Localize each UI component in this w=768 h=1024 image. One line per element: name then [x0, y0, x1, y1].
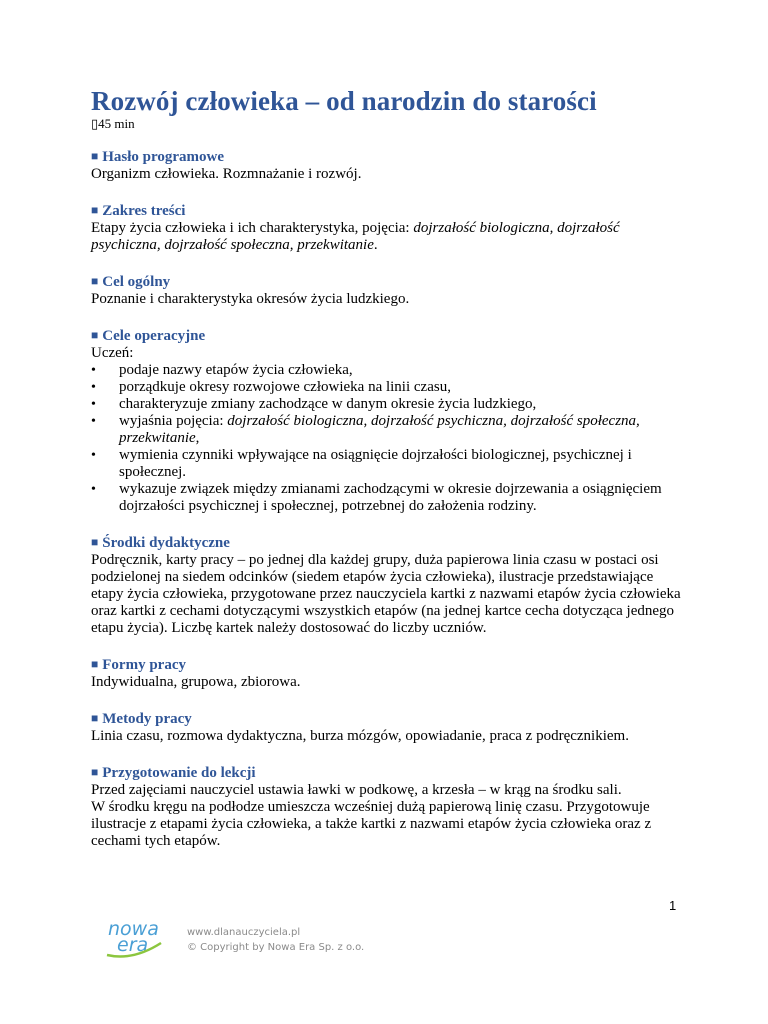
document-page [91, 84, 681, 850]
section-cele [91, 327, 681, 515]
list-item: • podaje nazwy etapów życia człowieka, [91, 362, 353, 378]
section-heading: ■ Cel ogólny [91, 274, 171, 290]
objectives-list [91, 362, 681, 515]
section-heading: ■ Cele operacyjne [91, 328, 206, 344]
bullet-icon: • [91, 380, 96, 395]
footer-copyright: © Copyright by Nowa Era Sp. z o.o. [187, 942, 365, 953]
bullet-icon: • [91, 363, 96, 378]
bullet-icon: • [91, 414, 96, 429]
section-srodki [91, 534, 681, 637]
section-text: Organizm człowieka. Rozmnażanie i rozwój. [91, 166, 362, 182]
square-bullet-icon: ■ [91, 328, 99, 342]
duration-text: 45 min [98, 116, 135, 131]
section-przygotowanie [91, 764, 681, 850]
section-heading: ■ Metody pracy [91, 711, 192, 727]
bullet-icon: • [91, 397, 96, 412]
section-heading: ■ Przygotowanie do lekcji [91, 765, 256, 781]
square-bullet-icon: ■ [91, 149, 99, 163]
section-intro: Uczeń: [91, 345, 134, 361]
list-item: • wymienia czynniki wpływające na osiągnięcie dojrzałości biologicznej, psychicznej i społecznej. [91, 447, 632, 480]
section-text: Poznanie i charakterystyka okresów życia ludzkiego. [91, 291, 410, 307]
section-text: Indywidualna, grupowa, zbiorowa. [91, 674, 301, 690]
bullet-icon: • [91, 482, 96, 497]
section-text-line2: W środku kręgu na podłodze umieszcza wcześniej dużą papierową linię czasu. Przygotowuje ilustracje z etapami życia człowieka, a także kartki z nazwami etapów życia człowieka oraz z cechami tych etapów. [91, 799, 652, 849]
page-number: 1 [669, 898, 677, 913]
section-heading: ■ Formy pracy [91, 657, 186, 673]
square-bullet-icon: ■ [91, 203, 99, 217]
section-haslo [91, 148, 681, 183]
section-formy [91, 656, 681, 691]
lesson-duration [91, 117, 681, 131]
section-heading: ■ Środki dydaktyczne [91, 535, 230, 551]
section-metody [91, 710, 681, 745]
list-item: • wykazuje związek między zmianami zachodzącymi w okresie dojrzewania a osiągnięciem dojrzałości psychicznej i społecznej, potrzebnej do założenia rodziny. [91, 481, 662, 514]
nowa-era-logo [103, 917, 173, 961]
section-text: Linia czasu, rozmowa dydaktyczna, burza mózgów, opowiadanie, praca z podręcznikiem. [91, 728, 629, 744]
section-text: Podręcznik, karty pracy – po jednej dla każdej grupy, duża papierowa linia czasu w postaci osi podzielonej na siedem odcinków (siedem etapów życia człowieka), ilustracje przedstawiające etapy życia człowieka, przygotowane przez nauczyciela kartki z nazwami etapów życia człowieka oraz kartki z cechami dotyczącymi wszystkich etapów (na jednej kartce cecha dotycząca jednego etapu życia). Liczbę kartek należy dostosować do liczby uczniów. [91, 552, 681, 636]
logo-text-era: era [117, 934, 149, 956]
section-heading: ■ Hasło programowe [91, 149, 225, 165]
list-item: • wyjaśnia pojęcia: dojrzałość biologiczna, dojrzałość psychiczna, dojrzałość społeczna, przekwitanie, [91, 413, 640, 446]
logo-text-nowa: nowa [108, 918, 159, 940]
footer-url[interactable]: www.dlanauczyciela.pl [187, 927, 301, 938]
square-bullet-icon: ■ [91, 535, 99, 549]
square-bullet-icon: ■ [91, 765, 99, 779]
list-item: • porządkuje okresy rozwojowe człowieka na linii czasu, [91, 379, 451, 395]
square-bullet-icon: ■ [91, 274, 99, 288]
section-text-line1: Przed zajęciami nauczyciel ustawia ławki w podkowę, a krzesła – w krąg na środku sali. [91, 782, 622, 798]
square-bullet-icon: ■ [91, 657, 99, 671]
page-title: Rozwój człowieka – od narodzin do starości [91, 86, 597, 116]
footer-text [187, 925, 364, 955]
section-zakres [91, 202, 681, 254]
clock-icon: ▯ [91, 116, 99, 131]
square-bullet-icon: ■ [91, 711, 99, 725]
section-cel [91, 273, 681, 308]
list-item: • charakteryzuje zmiany zachodzące w danym okresie życia ludzkiego, [91, 396, 537, 412]
section-heading: ■ Zakres treści [91, 203, 186, 219]
section-text: Etapy życia człowieka i ich charakterystyka, pojęcia: dojrzałość biologiczna, dojrzałość psychiczna, dojrzałość społeczna, przekwitanie. [91, 220, 620, 253]
bullet-icon: • [91, 448, 96, 463]
